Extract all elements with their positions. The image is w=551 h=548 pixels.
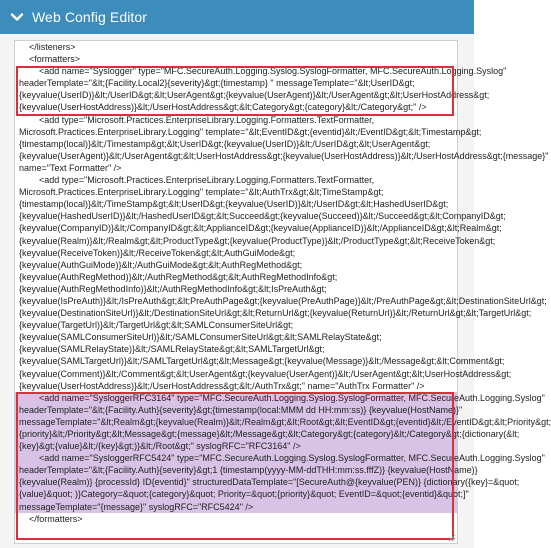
editor-title-bar[interactable] (0, 0, 474, 34)
code-line: name="Text Formatter" /> (19, 162, 122, 173)
code-line: <add type="Microsoft.Practices.EnterpriseLibrary.Logging.Formatters.TextFormatter, (39, 114, 375, 125)
code-line: {keyvalue(ReceiveToken)}&lt;/ReceiveToken&gt;&lt;AuthGuiMode&gt; (19, 247, 296, 258)
resize-grip-icon[interactable] (448, 534, 456, 542)
code-line: {keyvalue(SAMLConsumerSiteUrl)}&lt;/SAMLConsumerSiteUrl&gt;&lt;SAMLRelayState&gt; (19, 332, 382, 343)
code-line: {keyvalue(UserID)}&lt;/UserID&gt;&lt;UserAgent&gt;{keyvalue(UserAgent)}&lt;/UserAgent&gt;&lt;UserHostAddress&gt; (19, 90, 490, 101)
code-line: </listeners> (29, 42, 76, 52)
code-line-highlighted: messageTemplate="{message}" syslogRFC="RFC5424" /> (15, 501, 457, 513)
code-line: Microsoft.Practices.EnterpriseLibrary.Logging" template="&lt;EventID&gt;{eventid}&lt;/EventID&gt;&lt;Timestamp&gt; (19, 126, 482, 137)
code-line: {keyvalue(TargetUrl)}&lt;/TargetUrl&gt;&lt;SAMLConsumerSiteUrl&gt; (19, 320, 294, 331)
code-line: <add type="Microsoft.Practices.EnterpriseLibrary.Logging.Formatters.TextFormatter, (39, 175, 375, 186)
code-line: {keyvalue(Realm)}&lt;/Realm&gt;&lt;ProductType&gt;{keyvalue(ProductType)}&lt;/ProductType&gt;&lt;ReceiveToken&gt; (19, 235, 496, 246)
code-line-highlighted: {priority}&lt;/Priority&gt;&lt;Message&gt;{message}&lt;/Message&gt;&lt;Category&gt;{category}&lt;/Category&gt;{dictionary(&lt; (15, 428, 457, 440)
code-line: <add name="Syslogger" type="MFC.SecureAuth.Logging.Syslog.SyslogFormatter, MFC.SecureAuth.Logging.Syslog" (39, 66, 507, 77)
code-line: {keyvalue(Comment)}&lt;/Comment&gt;&lt;UserAgent&gt;{keyvalue(UserAgent)}&lt;/UserAgent&gt;&lt;UserHostAddress&gt; (19, 368, 512, 379)
chevron-down-icon[interactable] (10, 10, 24, 24)
editor-title: Web Config Editor (32, 9, 148, 25)
code-line: {keyvalue(DestinationSiteUrl)}&lt;/DestinationSiteUrl&gt;&lt;ReturnUrl&gt;{keyvalue(ReturnUrl)}&lt;/ReturnUrl&gt;&lt;TargetUrl&gt; (19, 308, 532, 319)
editor-panel (0, 34, 551, 548)
code-line-highlighted: <add name="SysloggerRFC5424" type="MFC.SecureAuth.Logging.Syslog.SyslogFormatter, MFC.SecureAuth.Logging.Syslog" (15, 452, 457, 464)
code-line: {keyvalue(SAMLRelayState)}&lt;/SAMLRelayState&gt;&lt;SAMLTargetUrl&gt; (19, 344, 325, 355)
code-line: {timestamp(local)}&lt;/Timestamp&gt;&lt;UserID&gt;{keyvalue(UserID)}&lt;/UserID&gt;&lt;UserAgent&gt; (19, 138, 431, 149)
code-line-highlighted: {keyvalue(Realm)} {processId} ID{eventid}" structuredDataTemplate="[SecureAuth@{keyvalue(PEN)} {dictionary({key}=&quot; (15, 476, 457, 488)
code-line-highlighted: <add name="SysloggerRFC3164" type="MFC.SecureAuth.Logging.Syslog.SyslogFormatter, MFC.SecureAuth.Logging.Syslog" (15, 392, 457, 404)
code-line: {keyvalue(HashedUserID)}&lt;/HashedUserID&gt;&lt;Succeed&gt;{keyvalue(Succeed)}&lt;/Succeed&gt;&lt;CompanyID&gt; (19, 211, 506, 222)
code-line: <formatters> (29, 54, 81, 65)
code-line: {keyvalue(UserHostAddress)}&lt;/UserHostAddress&gt;&lt;Category&gt;{category}&lt;/Category&gt;" /> (19, 102, 427, 113)
code-line-highlighted: {key}&gt;{value}&lt;/{key}&gt;)}&lt;/Root&gt;" syslogRFC="RFC3164" /> (15, 440, 457, 452)
code-line: {keyvalue(UserHostAddress)}&lt;/UserHostAddress&gt;&lt;/AuthTrx&gt;" name="AuthTrx Formatter" /> (19, 380, 425, 391)
code-line-highlighted: headerTemplate="&lt;{Facility.Auth}{severity}&gt;1 {timestamp(yyyy-MM-ddTHH:mm:ss.fffZ)} {keyvalue(HostName)} (15, 464, 457, 476)
code-line: {timestamp(local)}&lt;/TimeStamp&gt;&lt;UserID&gt;{keyvalue(UserID)}&lt;/UserID&gt;&lt;HashedUserID&gt; (19, 199, 449, 210)
code-line: headerTemplate="&lt;{Facility.Local2}{severity}&gt;{timestamp} " messageTemplate="&lt;UserID&gt; (19, 78, 415, 89)
code-line-highlighted: headerTemplate="&lt;{Facility.Auth}{severity}&gt;{timestamp(local:MMM dd HH:mm:ss)} {keyvalue(HostName)}" (15, 404, 457, 416)
code-line: {keyvalue(IsPreAuth)}&lt;/IsPreAuth&gt;&lt;PreAuthPage&gt;{keyvalue(PreAuthPage)}&lt;/PreAuthPage&gt;&lt;DestinationSiteUrl&gt; (19, 295, 547, 306)
code-line: </formatters> (29, 513, 83, 524)
code-line: {keyvalue(AuthGuiMode)}&lt;/AuthGuiMode&gt;&lt;AuthRegMethod&gt; (19, 259, 303, 270)
code-line: Microsoft.Practices.EnterpriseLibrary.Logging" template="&lt;AuthTrx&gt;&lt;TimeStamp&gt; (19, 187, 384, 198)
code-line: {keyvalue(SAMLTargetUrl)}&lt;/SAMLTargetUrl&gt;&lt;Message&gt;{keyvalue(Message)}&lt;/Message&gt;&lt;Comment&gt; (19, 356, 505, 367)
code-line: {keyvalue(AuthRegMethod)}&lt;/AuthRegMethod&gt;&lt;AuthRegMethodInfo&gt; (19, 271, 338, 282)
code-line: {keyvalue(AuthRegMethodInfo)}&lt;/AuthRegMethodInfo&gt;&lt;IsPreAuth&gt; (19, 283, 327, 294)
code-line-highlighted: messageTemplate="&lt;Realm&gt;{keyvalue(Realm)}&lt;/Realm&gt;&lt;Root&gt;&lt;EventID&gt;{eventid}&lt;/EventID&gt;&lt;Priority&gt; (15, 416, 457, 428)
code-line-highlighted: {value}&quot; )}Category=&quot;{category}&quot; Priority=&quot;{priority}&quot; EventID=&quot;{eventid}&quot;]" (15, 488, 457, 500)
config-text-editor[interactable] (14, 40, 551, 544)
code-line: {keyvalue(UserAgent)}&lt;/UserAgent&gt;&lt;UserHostAddress&gt;{keyvalue(UserHostAddress)}&lt;/UserHostAddress&gt;{message}" (19, 150, 549, 161)
code-line: {keyvalue(CompanyID)}&lt;/CompanyID&gt;&lt;ApplianceID&gt;{keyvalue(ApplianceID)}&lt;/ApplianceID&gt;&lt;Realm&gt; (19, 223, 502, 234)
